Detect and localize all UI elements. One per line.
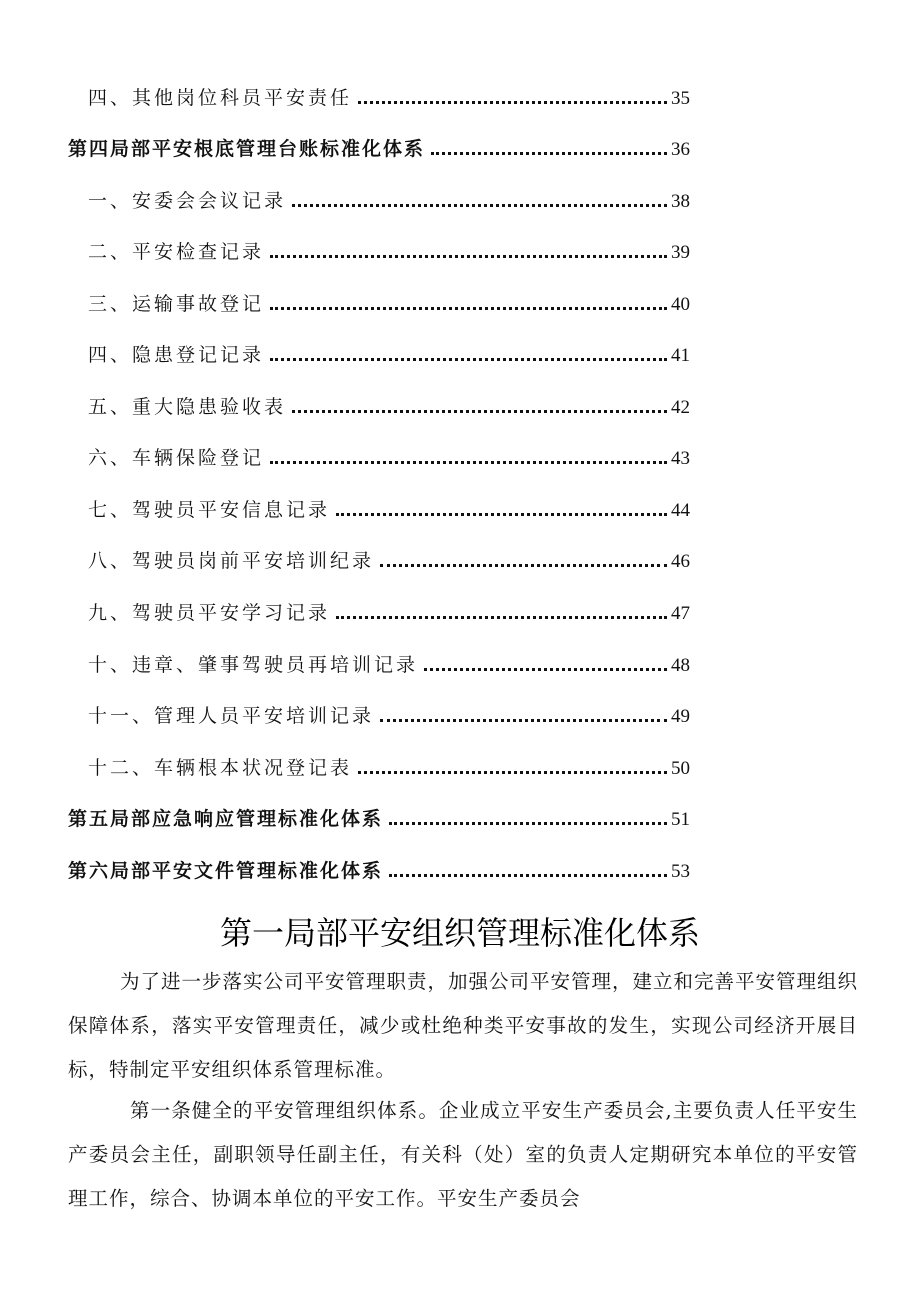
toc-entry[interactable] xyxy=(88,335,690,367)
toc-entry-page: 43 xyxy=(671,448,690,469)
toc-entry-page: 47 xyxy=(671,603,690,624)
toc-entry[interactable] xyxy=(88,696,690,728)
toc-entry[interactable] xyxy=(88,748,690,780)
toc-entry[interactable] xyxy=(88,284,690,316)
toc-entry-title: 十二、车辆根本状况登记表 xyxy=(88,757,353,779)
toc-entry[interactable] xyxy=(88,181,690,213)
toc-entry-title: 四、隐患登记记录 xyxy=(88,344,265,366)
toc-entry-page: 41 xyxy=(671,345,690,366)
toc-entry-title: 八、驾驶员岗前平安培训纪录 xyxy=(88,550,375,572)
toc-entry-page: 42 xyxy=(671,397,690,418)
toc-entry-title: 二、平安检查记录 xyxy=(88,241,265,263)
toc-entry-title: 第四局部平安根底管理台账标准化体系 xyxy=(68,138,426,160)
toc-dot-leader xyxy=(389,874,667,877)
toc-entry-page: 39 xyxy=(671,242,690,263)
toc-entry-title: 十、违章、肇事驾驶员再培训记录 xyxy=(88,654,419,676)
toc-entry-page: 35 xyxy=(671,88,690,109)
toc-entry-page: 49 xyxy=(671,706,690,727)
toc-entry-page: 44 xyxy=(671,500,690,521)
toc-entry-page: 46 xyxy=(671,551,690,572)
toc-dot-leader xyxy=(270,255,667,258)
toc-entry-title: 九、驾驶员平安学习记录 xyxy=(88,602,331,624)
toc-dot-leader xyxy=(292,410,667,413)
toc-dot-leader xyxy=(358,101,667,104)
toc-entry[interactable] xyxy=(88,438,690,470)
toc-entry-title: 十一、管理人员平安培训记录 xyxy=(88,705,375,727)
body-paragraph: 为了进一步落实公司平安管理职责，加强公司平安管理，建立和完善平安管理组织保障体系，落实平安管理责任，减少或杜绝种类平安事故的发生，实现公司经济开展目标，特制定平安组织体系管理标准。 xyxy=(68,970,859,1081)
toc-dot-leader xyxy=(358,771,667,774)
toc-entry-page: 40 xyxy=(671,294,690,315)
toc-entry-title: 三、运输事故登记 xyxy=(88,293,265,315)
toc-entry-title: 七、驾驶员平安信息记录 xyxy=(88,499,331,521)
toc-dot-leader xyxy=(270,307,667,310)
toc-entry-page: 50 xyxy=(671,758,690,779)
toc-entry[interactable] xyxy=(68,851,690,883)
toc-entry[interactable] xyxy=(88,232,690,264)
toc-entry[interactable] xyxy=(88,645,690,677)
toc-entry[interactable] xyxy=(88,541,690,573)
toc-entry-title: 六、车辆保险登记 xyxy=(88,447,265,469)
toc-dot-leader xyxy=(292,204,667,207)
toc-dot-leader xyxy=(336,513,667,516)
toc-entry-title: 五、重大隐患验收表 xyxy=(88,396,287,418)
toc-dot-leader xyxy=(389,822,667,825)
body-paragraph: 第一条健全的平安管理组织体系。企业成立平安生产委员会,主要负责人任平安生产委员会主任，副职领导任副主任，有关科（处）室的负责人定期研究本单位的平安管理工作，综合、协调本单位的平安工作。平安生产委员会 xyxy=(68,1099,858,1210)
toc-entry[interactable] xyxy=(88,593,690,625)
toc-entry-page: 53 xyxy=(671,861,690,882)
toc-entry[interactable] xyxy=(88,387,690,419)
toc-entry-title: 一、安委会会议记录 xyxy=(88,190,287,212)
toc-entry-title: 第五局部应急响应管理标准化体系 xyxy=(68,808,384,830)
toc-entry[interactable] xyxy=(68,799,690,831)
toc-dot-leader xyxy=(270,461,667,464)
toc-dot-leader xyxy=(424,668,667,671)
toc-dot-leader xyxy=(270,358,667,361)
toc-entry[interactable] xyxy=(88,78,690,110)
toc-dot-leader xyxy=(380,719,667,722)
toc-entry-title: 第六局部平安文件管理标准化体系 xyxy=(68,860,384,882)
toc-dot-leader xyxy=(336,616,667,619)
toc-dot-leader xyxy=(431,152,667,155)
toc-entry-page: 48 xyxy=(671,655,690,676)
section-heading: 第一局部平安组织管理标准化体系 xyxy=(219,914,700,952)
toc-dot-leader xyxy=(380,564,667,567)
toc-entry[interactable] xyxy=(88,490,690,522)
toc-entry-page: 36 xyxy=(671,139,690,160)
toc-entry[interactable] xyxy=(68,129,690,161)
toc-entry-title: 四、其他岗位科员平安责任 xyxy=(88,87,353,109)
toc-entry-page: 38 xyxy=(671,191,690,212)
toc-entry-page: 51 xyxy=(671,809,690,830)
